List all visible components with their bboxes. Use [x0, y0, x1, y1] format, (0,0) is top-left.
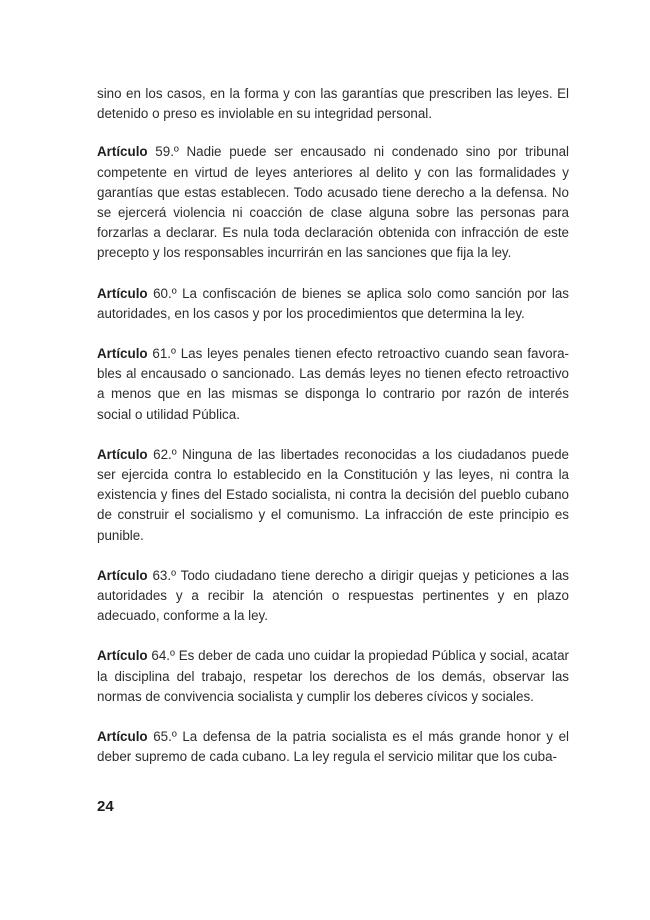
article-62-label: Artículo	[97, 446, 148, 462]
article-60-text: 60.º La confiscación de bienes se aplica solo como sanción por las autoridades, en los casos y por los procedimientos que determina la ley.	[97, 285, 569, 321]
article-64-text: 64.º Es deber de cada uno cuidar la propiedad Pública y social, acatar la disciplina del trabajo, respetar los derechos de los demás, observar las normas de convivencia socialista y cumplir los deberes cívicos y sociales.	[97, 648, 569, 704]
article-61-paragraph	[97, 344, 569, 425]
article-65-text: 65.º La defensa de la patria socialista es el más grande honor y el deber supremo de cada cubano. La ley regula el servicio militar que los cuba-	[97, 729, 569, 765]
article-62-paragraph	[97, 445, 569, 546]
article-62-text: 62.º Ninguna de las libertades reconocidas a los ciudadanos puede ser ejercida contra lo establecido en la Constitución y las leyes, ni contra la existencia y fines del Estado socialista, ni contra la decisión del pueblo cubano de construir el socialismo y el comunismo. La infracción de este principio es punible.	[97, 446, 569, 543]
article-59-label: Artículo	[97, 144, 148, 160]
article-61-text: 61.º Las leyes penales tienen efecto retroactivo cuando sean favora-bles al encausado o sancionado. Las demás leyes no tienen efecto retroactivo a menos que en las mismas se disponga lo contrario por razón de interés social o utilidad Pública.	[97, 346, 569, 422]
page-number: 24	[97, 798, 114, 815]
article-61-label: Artículo	[97, 346, 148, 362]
article-65-paragraph	[97, 727, 569, 767]
article-59-paragraph	[97, 142, 569, 263]
page-body	[97, 84, 569, 787]
article-60-paragraph	[97, 284, 569, 324]
article-59-text: 59.º Nadie puede ser encausado ni condenado sino por tribunal competente en virtud de leyes anteriores al delito y con las formalidades y garantías que estas establecen. Todo acusado tiene derecho a la defensa. No se ejercerá violencia ni coacción de clase alguna sobre las personas para forzarlas a declarar. Es nula toda declaración obtenida con infracción de este precepto y los responsables incurrirán en las sanciones que fija la ley.	[97, 144, 569, 261]
article-64-label: Artículo	[97, 648, 148, 664]
article-63-paragraph	[97, 566, 569, 627]
intro-paragraph: sino en los casos, en la forma y con las garantías que prescriben las leyes. El detenido o preso es inviolable en su integridad personal.	[97, 86, 569, 122]
article-63-text: 63.º Todo ciudadano tiene derecho a dirigir quejas y peticiones a las autoridades y a recibir la atención o respuestas pertinentes y en plazo adecuado, conforme a la ley.	[97, 567, 569, 624]
article-64-paragraph	[97, 646, 569, 707]
article-60-label: Artículo	[97, 285, 148, 301]
article-65-label: Artículo	[97, 729, 148, 745]
article-63-label: Artículo	[97, 567, 148, 583]
